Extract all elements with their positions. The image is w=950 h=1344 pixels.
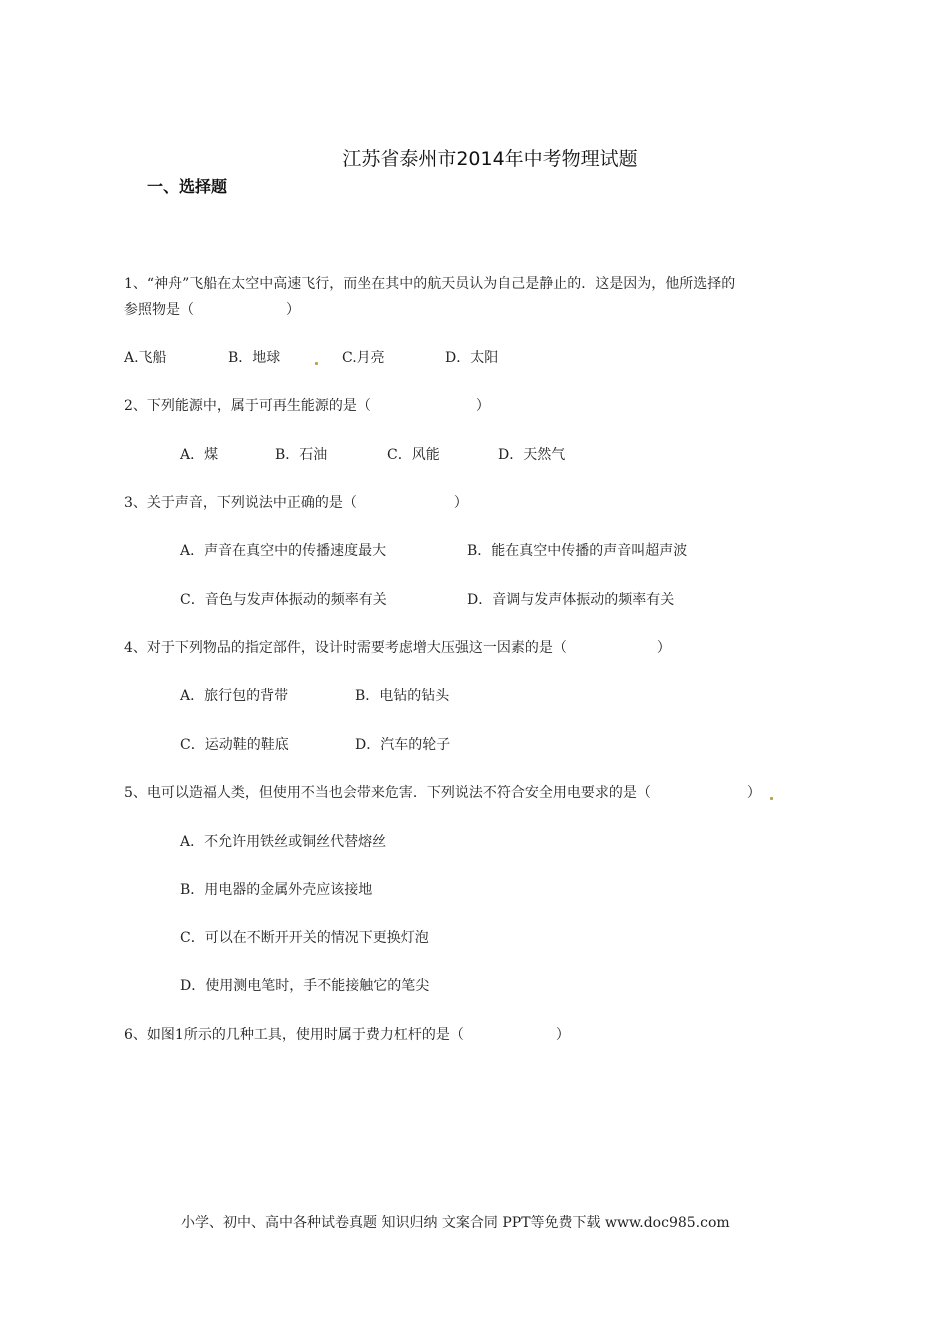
q2-option-d: D．天然气 — [498, 447, 566, 463]
page-title: 江苏省泰州市2014年中考物理试题 — [342, 148, 638, 170]
q1-option-a: A.飞船 — [124, 350, 167, 366]
question-3-prefix: 3、关于声音，下列说法中正确的是（ — [124, 495, 357, 511]
question-1-suffix: ） — [286, 302, 300, 318]
q5-option-a: A．不允许用铁丝或铜丝代替熔丝 — [180, 834, 387, 850]
question-5-suffix: ） — [746, 785, 761, 801]
question-3-text — [124, 493, 468, 513]
q5-option-b: B．用电器的金属外壳应该接地 — [180, 882, 373, 898]
question-1-line2 — [124, 300, 300, 320]
question-4-suffix: ） — [656, 640, 671, 656]
question-5-prefix: 5、电可以造福人类，但使用不当也会带来危害．下列说法不符合安全用电要求的是（ — [124, 785, 651, 801]
q4-option-b: B．电钻的钻头 — [355, 688, 450, 704]
q1-option-d: D．太阳 — [445, 350, 499, 366]
question-4-text — [124, 638, 671, 658]
question-1-line1: 1、“神舟”飞船在太空中高速飞行，而坐在其中的航天员认为自己是静止的．这是因为，他所选择的 — [124, 276, 736, 292]
question-1-prefix: 参照物是（ — [124, 302, 194, 318]
question-4-prefix: 4、对于下列物品的指定部件，设计时需要考虑增大压强这一因素的是（ — [124, 640, 567, 656]
q5-option-c: C．可以在不断开开关的情况下更换灯泡 — [180, 930, 429, 946]
q2-option-c: C．风能 — [387, 447, 440, 463]
q3-option-a: A．声音在真空中的传播速度最大 — [180, 543, 387, 559]
stray-mark — [770, 797, 773, 800]
q4-option-a: A．旅行包的背带 — [180, 688, 289, 704]
q4-option-d: D．汽车的轮子 — [355, 737, 451, 753]
question-6-prefix: 6、如图1所示的几种工具，使用时属于费力杠杆的是（ — [124, 1027, 464, 1043]
question-1-text — [124, 274, 735, 294]
q1-option-b: B．地球 — [228, 350, 281, 366]
q3-option-c: C．音色与发声体振动的频率有关 — [180, 592, 387, 608]
q1-option-c: C.月亮 — [342, 350, 385, 366]
question-5-text — [124, 783, 761, 803]
section-heading: 一、选择题 — [147, 177, 228, 196]
question-2-suffix: ） — [475, 398, 490, 414]
q3-option-d: D．音调与发声体振动的频率有关 — [467, 592, 675, 608]
question-6-suffix: ） — [555, 1027, 570, 1043]
q2-option-b: B．石油 — [275, 447, 328, 463]
question-6-text — [124, 1025, 570, 1045]
page-footer: 小学、初中、高中各种试卷真题 知识归纳 文案合同 PPT等免费下载 www.doc985.com — [181, 1215, 730, 1231]
question-3-suffix: ） — [453, 495, 468, 511]
q2-option-a: A．煤 — [180, 447, 219, 463]
question-2-prefix: 2、下列能源中，属于可再生能源的是（ — [124, 398, 371, 414]
stray-mark — [315, 362, 318, 365]
q4-option-c: C．运动鞋的鞋底 — [180, 737, 289, 753]
question-2-text — [124, 396, 490, 416]
q5-option-d: D．使用测电笔时，手不能接触它的笔尖 — [180, 978, 430, 994]
q3-option-b: B．能在真空中传播的声音叫超声波 — [467, 543, 688, 559]
